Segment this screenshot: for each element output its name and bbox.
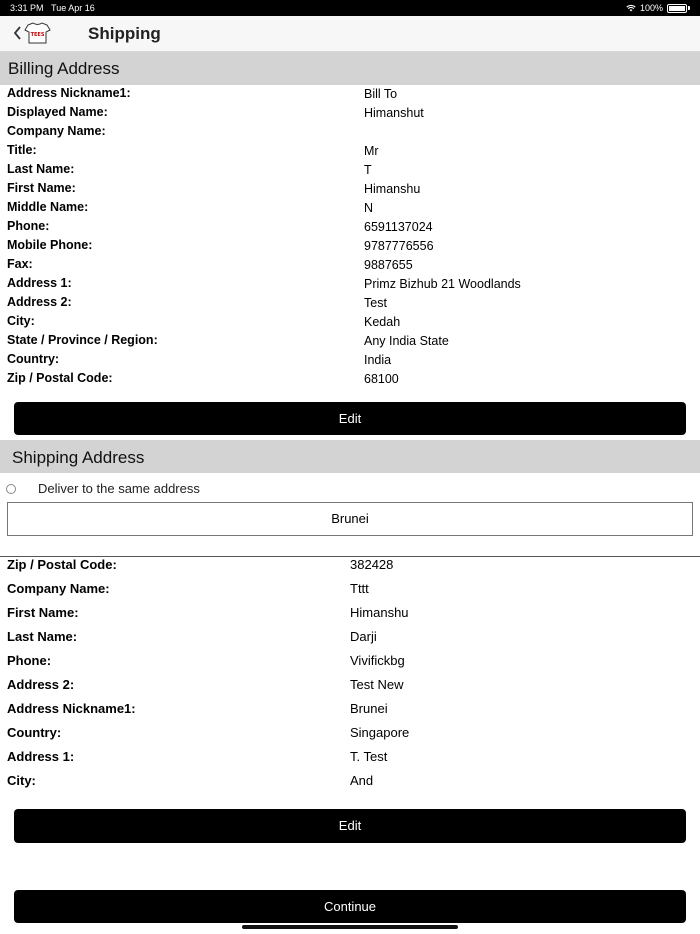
- shipping-row: City: And: [7, 773, 374, 788]
- logo-text: TEES: [30, 32, 45, 38]
- same-address-label: Deliver to the same address: [38, 481, 200, 496]
- shipping-row: Country: Singapore: [7, 725, 410, 740]
- billing-row: Middle Name: N: [7, 200, 374, 215]
- billing-row: Zip / Postal Code: 68100: [7, 371, 399, 386]
- same-address-radio[interactable]: [6, 484, 16, 494]
- billing-row: Displayed Name: Himanshut: [7, 105, 424, 120]
- shipping-row: Address Nickname1: Brunei: [7, 701, 388, 716]
- nav-header: [0, 16, 700, 52]
- wifi-icon: [626, 4, 636, 12]
- status-right: [626, 3, 690, 13]
- status-time: 3:31 PM Tue Apr 16: [10, 3, 95, 13]
- billing-row: Address 2: Test: [7, 295, 387, 310]
- shipping-row: Address 2: Test New: [7, 677, 404, 692]
- billing-row: Country: India: [7, 352, 392, 367]
- shipping-row: First Name: Himanshu: [7, 605, 409, 620]
- shipping-address-heading: Shipping Address: [0, 440, 700, 473]
- home-indicator[interactable]: [242, 925, 458, 929]
- shipping-row: Zip / Postal Code: 382428: [7, 557, 394, 572]
- store-logo-icon: [24, 22, 51, 44]
- billing-row: Mobile Phone: 9787776556: [7, 238, 434, 253]
- billing-row: First Name: Himanshu: [7, 181, 421, 196]
- shipping-row: Address 1: T. Test: [7, 749, 388, 764]
- page-title: Shipping: [88, 24, 161, 43]
- billing-row: City: Kedah: [7, 314, 401, 329]
- billing-address-heading: Billing Address: [0, 52, 700, 85]
- same-address-option[interactable]: [0, 478, 700, 498]
- battery-icon: [667, 4, 687, 13]
- shipping-row: Last Name: Darji: [7, 629, 377, 644]
- billing-row: State / Province / Region: Any India State: [7, 333, 449, 348]
- shipping-row: Company Name: Tttt: [7, 581, 369, 596]
- billing-row: Address Nickname1: Bill To: [7, 86, 398, 101]
- battery-tip: [688, 6, 690, 10]
- status-bar: [0, 0, 700, 16]
- billing-edit-button[interactable]: Edit: [14, 402, 686, 435]
- billing-row: Company Name:: [7, 124, 106, 138]
- billing-row: Title: Mr: [7, 143, 379, 158]
- shipping-address-select[interactable]: Brunei: [7, 502, 693, 536]
- billing-row: Phone: 6591137024: [7, 219, 433, 234]
- shipping-edit-button[interactable]: Edit: [14, 809, 686, 843]
- billing-row: Last Name: T: [7, 162, 372, 177]
- billing-row: Fax: 9887655: [7, 257, 413, 272]
- billing-row: Address 1: Primz Bizhub 21 Woodlands: [7, 276, 521, 291]
- battery-percent: 100%: [639, 3, 663, 13]
- continue-button[interactable]: Continue: [14, 890, 686, 923]
- shipping-row: Phone: Vivifickbg: [7, 653, 405, 668]
